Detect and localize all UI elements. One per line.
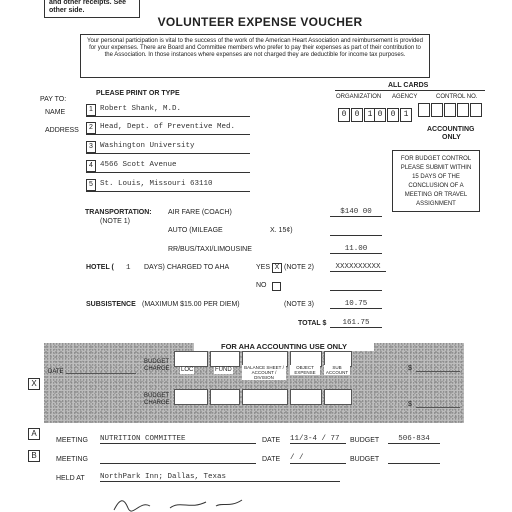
- meeting-b-label: MEETING: [56, 456, 88, 463]
- marker-x-label: X: [31, 379, 37, 388]
- address-line-1-value: Head, Dept. of Preventive Med.: [100, 123, 236, 131]
- control-digit: [470, 103, 482, 117]
- acct-dollar-2: $: [408, 401, 412, 408]
- control-no-label: CONTROL NO.: [436, 94, 478, 100]
- subsistence-note3: (NOTE 3): [284, 301, 314, 308]
- aha-accounting-area: [44, 343, 464, 423]
- acct-header-fund: FUND: [215, 367, 232, 373]
- meeting-b-budget[interactable]: [388, 454, 440, 464]
- address-line-4[interactable]: [86, 179, 250, 192]
- hotel-value[interactable]: XXXXXXXXXX: [330, 263, 386, 272]
- intro-box: [80, 34, 430, 78]
- hotel-label: HOTEL (: [86, 264, 114, 271]
- hotel-yes-label: YES: [256, 264, 271, 271]
- acct-amount-2[interactable]: [416, 407, 460, 408]
- meeting-b-date-label: DATE: [262, 456, 281, 463]
- meeting-a-label: MEETING: [56, 437, 88, 444]
- acct-cell-sub-2[interactable]: [324, 389, 352, 405]
- meeting-b-name[interactable]: [100, 454, 256, 464]
- transportation-label: TRANSPORTATION:: [85, 209, 152, 216]
- acct-amount-1[interactable]: [416, 371, 460, 372]
- meeting-b-budget-label: BUDGET: [350, 456, 380, 463]
- acct-header-account: BALANCE SHEET / ACCOUNT / DIVISION: [242, 365, 286, 380]
- acct-cell-loc[interactable]: [174, 351, 208, 367]
- auto-rate: X. 15¢): [270, 227, 293, 234]
- auto-label: AUTO (MILEAGE: [168, 227, 223, 234]
- acct-date-label: DATE: [48, 369, 64, 375]
- name-value: Robert Shank, M.D.: [100, 105, 182, 113]
- hotel-no-label: NO: [256, 282, 267, 289]
- agency-digit: 0: [374, 108, 386, 122]
- auto-value[interactable]: [330, 226, 382, 236]
- org-digit: 1: [364, 108, 376, 122]
- acct-cell-fund-2[interactable]: [210, 389, 240, 405]
- signature-mark: [110, 496, 250, 512]
- control-digit: [457, 103, 469, 117]
- aha-accounting-title: FOR AHA ACCOUNTING USE ONLY: [194, 342, 374, 351]
- hotel-yes-checkbox[interactable]: [272, 263, 282, 273]
- page-title: VOLUNTEER EXPENSE VOUCHER: [157, 15, 363, 29]
- hotel-charged-label: DAYS) CHARGED TO AHA: [144, 264, 230, 271]
- organization-label: ORGANIZATION: [336, 94, 382, 100]
- acct-cell-loc-2[interactable]: [174, 389, 208, 405]
- all-cards-rule: [335, 90, 485, 91]
- marker-box-a[interactable]: [28, 428, 40, 440]
- subsistence-label: SUBSISTENCE: [86, 301, 136, 308]
- acct-cell-object-2[interactable]: [290, 389, 322, 405]
- rr-label: RR/BUS/TAXI/LIMOUSINE: [168, 246, 252, 253]
- subsistence-max: (MAXIMUM $15.00 PER DIEM): [142, 301, 240, 308]
- address-line-3-value: 4566 Scott Avenue: [100, 161, 177, 169]
- marker-b-label: B: [31, 451, 37, 460]
- pay-to-label: PAY TO:: [40, 96, 67, 103]
- organization-digits[interactable]: [338, 103, 377, 122]
- agency-digits[interactable]: [374, 103, 413, 122]
- control-digit: [418, 103, 430, 117]
- receipts-note-line2: other side.: [49, 7, 85, 14]
- org-digit: 0: [351, 108, 363, 122]
- address-line-1[interactable]: [86, 122, 250, 135]
- acct-cell-fund[interactable]: [210, 351, 240, 367]
- address-line-4-value: St. Louis, Missouri 63110: [100, 180, 213, 188]
- held-at-value[interactable]: NorthPark Inn; Dallas, Texas: [100, 473, 340, 482]
- intro-text: Your personal participation is vital to the success of the work of the American Heart Association and reimbursement is provided for your expenses. There are Board and Committee members who prefer to pay their expenses as part of their contribution to the Association. In those instances where expenses are not charged they are deductible for income tax purposes.: [87, 38, 423, 58]
- meeting-b-date[interactable]: / /: [290, 454, 346, 464]
- accounting-only-line1: ACCOUNTING: [427, 126, 475, 133]
- accounting-only-line2: ONLY: [442, 134, 461, 141]
- agency-digit: 1: [400, 108, 412, 122]
- subsistence-value[interactable]: 10.75: [330, 300, 382, 309]
- acct-header-loc: LOC: [181, 367, 194, 373]
- receipts-note-box: [44, 0, 140, 18]
- line-number: 2: [86, 122, 96, 134]
- hotel-nights[interactable]: 1: [126, 264, 131, 272]
- rr-value[interactable]: 11.00: [330, 245, 382, 254]
- control-digit: [444, 103, 456, 117]
- airfare-label: AIR FARE (COACH): [168, 209, 232, 216]
- acct-header-sub: SUB ACCOUNT: [325, 365, 349, 375]
- acct-cell-account-2[interactable]: [242, 389, 288, 405]
- meeting-a-date-label: DATE: [262, 437, 281, 444]
- meeting-a-date[interactable]: 11/3-4 / 77: [290, 435, 346, 444]
- receipts-note-line1: and other receipts. See: [49, 0, 127, 6]
- line-number: 5: [86, 179, 96, 191]
- total-label: TOTAL $: [298, 320, 327, 327]
- name-label: NAME: [45, 109, 66, 116]
- hotel-no-value[interactable]: [330, 281, 382, 291]
- address-line-2-value: Washington University: [100, 142, 195, 150]
- all-cards-label: ALL CARDS: [388, 82, 429, 89]
- marker-box-x[interactable]: [28, 378, 40, 390]
- acct-date-field[interactable]: [66, 373, 136, 374]
- total-value[interactable]: 161.75: [330, 319, 382, 328]
- budget-control-box: [392, 150, 480, 212]
- line-number: 4: [86, 160, 96, 172]
- airfare-value[interactable]: $140 00: [330, 208, 382, 217]
- transportation-note: (NOTE 1): [100, 218, 130, 225]
- address-line-2[interactable]: [86, 141, 250, 154]
- hotel-note2: (NOTE 2): [284, 264, 314, 271]
- control-no-boxes[interactable]: [418, 103, 483, 122]
- held-at-label: HELD AT: [56, 475, 85, 482]
- budget-control-text: FOR BUDGET CONTROL PLEASE SUBMIT WITHIN 15 DAYS OF THE CONCLUSION OF A MEETING OR TRAVEL ASSIGNMENT: [400, 156, 472, 207]
- line-number: 1: [86, 104, 96, 116]
- budget-charge-label-1: BUDGET CHARGE: [144, 359, 170, 372]
- org-digit: 0: [338, 108, 350, 122]
- agency-label: AGENCY: [392, 94, 418, 100]
- line-number: 3: [86, 141, 96, 153]
- meeting-a-budget-label: BUDGET: [350, 437, 380, 444]
- agency-digit: 0: [387, 108, 399, 122]
- meeting-a-budget[interactable]: 506-834: [388, 435, 440, 444]
- budget-charge-label-2: BUDGET CHARGE: [144, 393, 170, 406]
- marker-a-label: A: [31, 429, 37, 438]
- please-print-label: PLEASE PRINT OR TYPE: [96, 90, 180, 97]
- name-line[interactable]: [86, 104, 250, 117]
- address-label: ADDRESS: [45, 127, 79, 134]
- hotel-no-checkbox[interactable]: [272, 282, 281, 291]
- hotel-yes-mark: X: [274, 264, 280, 271]
- meeting-a-name[interactable]: NUTRITION COMMITTEE: [100, 435, 256, 444]
- acct-header-object: OBJECT EXPENSE: [290, 365, 320, 375]
- acct-dollar-1: $: [408, 365, 412, 372]
- marker-box-b[interactable]: [28, 450, 40, 462]
- address-line-3[interactable]: [86, 160, 250, 173]
- control-digit: [431, 103, 443, 117]
